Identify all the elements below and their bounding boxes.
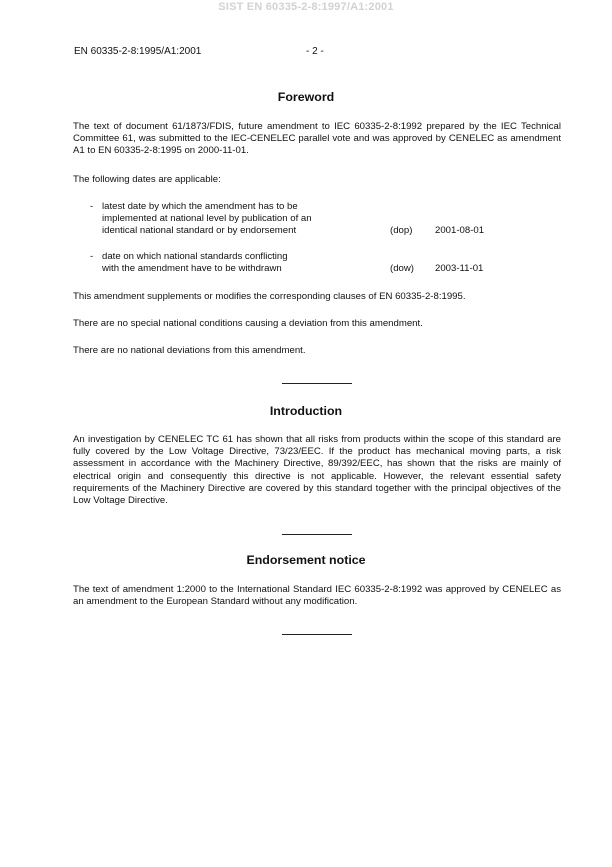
foreword-paragraph-2: The following dates are applicable: — [73, 174, 221, 185]
section-divider — [282, 383, 352, 384]
date-value: 2003-11-01 — [435, 263, 484, 274]
date-item-dow — [90, 251, 520, 279]
document-reference: EN 60335-2-8:1995/A1:2001 — [74, 46, 202, 57]
section-divider — [282, 634, 352, 635]
date-value: 2001-08-01 — [435, 225, 485, 236]
endorsement-heading: Endorsement notice — [246, 553, 366, 567]
endorsement-paragraph: The text of amendment 1:2000 to the International Standard IEC 60335-2-8:1992 was approved by CENELEC as an amendment to the European Standard without any modification. — [73, 584, 561, 608]
date-item-description — [102, 251, 362, 275]
foreword-paragraph-3: This amendment supplements or modifies the corresponding clauses of EN 60335-2-8:1995. — [73, 291, 466, 302]
list-dash: - — [90, 201, 94, 212]
introduction-paragraph: An investigation by CENELEC TC 61 has shown that all risks from products within the scope of this standard are fully covered by the Low Voltage Directive, 73/23/EEC. If the product has mechanical moving parts, a risk assessment in accordance with the Machinery Directive, 89/392/EEC, has shown that the risks are mainly of electrical origin and consequently this directive is not applicable. However, the relevant essential safety requirements of the Machinery Directive are covered by this standard together with the principal objectives of the Low Voltage Directive. — [73, 434, 561, 507]
description-line: with the amendment have to be withdrawn — [102, 263, 282, 275]
description-line: date on which national standards conflicting — [102, 251, 288, 262]
description-line: latest date by which the amendment has to be — [102, 201, 298, 212]
date-abbreviation: (dow) — [390, 263, 414, 274]
date-item-description — [102, 201, 362, 238]
list-dash: - — [90, 251, 94, 262]
foreword-heading: Foreword — [277, 90, 335, 104]
introduction-heading: Introduction — [269, 404, 343, 418]
foreword-paragraph-1: The text of document 61/1873/FDIS, future amendment to IEC 60335-2-8:1992 prepared by the IEC Technical Committee 61, was submitted to the IEC-CENELEC parallel vote and was approved by CENELEC as amendment A1 to EN 60335-2-8:1995 on 2000-11-01. — [73, 121, 561, 157]
section-divider — [282, 534, 352, 535]
description-line: implemented at national level by publication of an — [102, 213, 312, 225]
page-number: - 2 - — [306, 46, 324, 57]
description-line: identical national standard or by endorsement — [102, 225, 297, 237]
date-item-dop — [90, 201, 520, 241]
watermark: SIST EN 60335-2-8:1997/A1:2001 — [218, 1, 394, 13]
foreword-paragraph-5: There are no national deviations from this amendment. — [73, 345, 306, 356]
date-abbreviation: (dop) — [390, 225, 413, 236]
foreword-paragraph-4: There are no special national conditions causing a deviation from this amendment. — [73, 318, 423, 329]
